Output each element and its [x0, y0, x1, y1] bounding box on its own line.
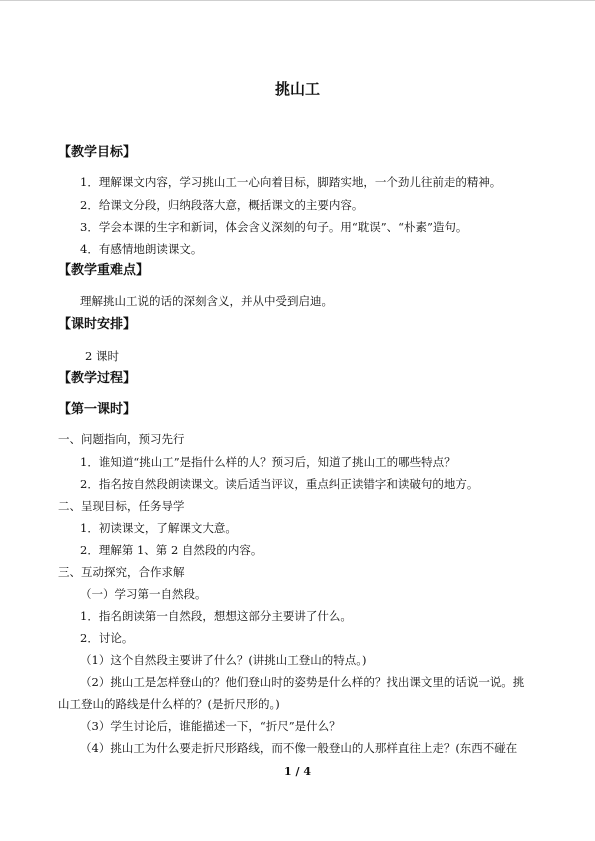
top-rule: [0, 0, 595, 1]
process-step-2: 二、呈现目标，任务导学: [58, 499, 185, 513]
process-line: 2．讨论。: [80, 631, 134, 645]
key-points-text: 理解挑山工说的话的深刻含义，并从中受到启迪。: [80, 294, 333, 308]
process-line: （2）挑山工是怎样登山的？他们登山时的姿势是什么样的？找出课文里的话说一说。挑: [80, 675, 525, 689]
schedule-text: 2 课时: [85, 349, 119, 363]
goal-item-2: 2．给课文分段，归纳段落大意，概括课文的主要内容。: [80, 198, 364, 212]
goal-item-1: 1．理解课文内容，学习挑山工一心向着目标，脚踏实地，一个劲儿往前走的精神。: [80, 175, 502, 189]
section-heading-goals: 【教学目标】: [58, 145, 137, 160]
section-heading-schedule: 【课时安排】: [58, 317, 137, 332]
goal-item-4: 4．有感情地朗读课文。: [80, 242, 203, 256]
process-step-3: 三、互动探究，合作求解: [58, 565, 185, 579]
section-heading-first-lesson: 【第一课时】: [58, 402, 137, 417]
process-line: 2．理解第 1、第 2 自然段的内容。: [80, 543, 263, 557]
process-line: 2．指名按自然段朗读课文。读后适当评议，重点纠正读错字和读破句的地方。: [80, 477, 479, 491]
process-step-1: 一、问题指向，预习先行: [58, 432, 185, 446]
process-line: 1．谁知道“挑山工”是指什么样的人？预习后，知道了挑山工的哪些特点？: [80, 455, 456, 469]
process-line: （3）学生讨论后，谁能描述一下，“折尺”是什么？: [80, 719, 341, 733]
page-number: 1 / 4: [284, 765, 311, 778]
process-line: 1．指名朗读第一自然段，想想这部分主要讲了什么。: [80, 609, 352, 623]
process-line: （4）挑山工为什么要走折尺形路线，而不像一般登山的人那样直往上走？(东西不碰在: [80, 741, 518, 755]
document-title: 挑山工: [274, 80, 320, 98]
process-line: （一）学习第一自然段。: [80, 587, 207, 601]
goal-item-3: 3．学会本课的生字和新词，体会含义深刻的句子。用“耽误”、“朴素”造句。: [80, 220, 468, 234]
section-heading-key-points: 【教学重难点】: [58, 263, 150, 278]
process-line-continuation: 山工登山的路线是什么样的？(是折尺形的。): [58, 697, 280, 711]
section-heading-process: 【教学过程】: [58, 371, 137, 386]
process-line: （1）这个自然段主要讲了什么？(讲挑山工登山的特点。): [80, 653, 367, 667]
process-line: 1．初读课文，了解课文大意。: [80, 521, 237, 535]
